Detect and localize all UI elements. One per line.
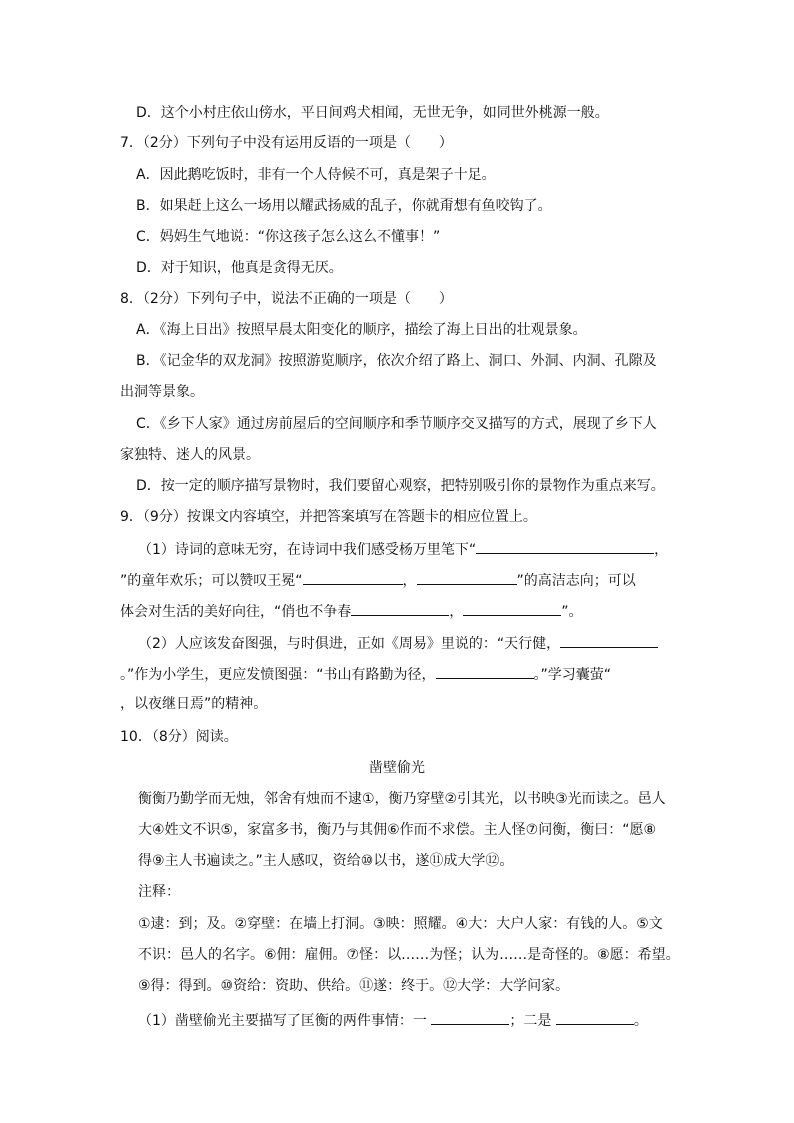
q9-part2-line1: （2）人应该发奋图强，与时俱进，正如《周易》里说的：“天行健， [138,632,658,654]
passage-line: 衡衡乃勤学而无烛，邻舍有烛而不逮①，衡乃穿壁②引其光，以书映③光而读之。邑人 [138,791,666,807]
q7-option-b: B．如果赶上这么一场用以耀武扬威的乱子，你就甭想有鱼咬钩了。 [136,198,552,214]
passage-title: 凿壁偷光 [369,760,425,776]
q9-part1-line3: 体会对生活的美好向往，“俏也不争春 ， ”。 [120,600,583,622]
answer-blank[interactable] [303,569,403,585]
answer-blank[interactable] [417,569,517,585]
q8-option-b-line1: B．《记金华的双龙洞》按照游览顺序，依次介绍了路上、洞口、外洞、内洞、孔隙及 [136,353,657,369]
q10-stem: 10．（8分）阅读。 [120,729,238,745]
passage-line: 大④姓文不识⑤，家富多书，衡乃与其佣⑥作而不求偿。主人怪⑦问衡，衡曰：“愿⑧ [138,822,657,838]
q9-part1-line1: （1）诗词的意味无穷，在诗词中我们感受杨万里笔下“ ， [138,538,668,560]
q6-option-d: D．这个小村庄依山傍水，平日间鸡犬相闻，无世无争，如同世外桃源一般。 [136,105,609,121]
answer-blank[interactable] [556,1009,634,1025]
note-line: ⑨得：得到。⑩资给：资助、供给。⑪遂：终于。⑫大学：大学问家。 [138,978,570,994]
q9-part1-line2: ”的童年欢乐；可以赞叹王冕“ ， ”的高洁志向；可以 [120,569,636,591]
q7-option-c: C．妈妈生气地说：“你这孩子怎么这么不懂事！” [136,229,441,245]
q10-subquestion-1: （1）凿壁偷光主要描写了匡衡的两件事情：一 ；二是 。 [138,1009,648,1031]
q9-part2-line3: ，以夜继日焉”的精神。 [120,696,268,712]
q9-stem: 9．（9分）按课文内容填空，并把答案填写在答题卡的相应位置上。 [120,509,537,525]
q7-option-a: A．因此鹅吃饭时，非有一个人侍候不可，真是架子十足。 [136,167,496,183]
answer-blank[interactable] [436,663,534,679]
answer-blank[interactable] [560,632,658,648]
notes-label: 注释： [138,884,180,900]
answer-blank[interactable] [463,600,561,616]
q7-option-d: D．对于知识，他真是贪得无厌。 [136,260,343,276]
q8-option-a: A．《海上日出》按照早晨太阳变化的顺序，描绘了海上日出的壮观景象。 [136,322,587,338]
q9-part2-line2: 。”作为小学生，更应发愤图强：“书山有路勤为径， 。”学习囊萤“ [120,663,611,685]
answer-blank[interactable] [431,1009,509,1025]
note-line: ①逮：到；及。②穿壁：在墙上打洞。③映：照耀。④大：大户人家：有钱的人。⑤文 [138,916,663,932]
q8-option-c-line1: C．《乡下人家》通过房前屋后的空间顺序和季节顺序交叉描写的方式，展现了乡下人 [136,416,657,432]
q7-stem: 7．（2分）下列句子中没有运用反语的一项是（ ） [120,135,453,151]
q8-option-b-line2: 出洞等景象。 [120,384,204,400]
q8-option-c-line2: 家独特、迷人的风景。 [120,447,260,463]
q8-stem: 8．（2分）下列句子中，说法不正确的一项是（ ） [120,291,453,307]
q8-option-d: D．按一定的顺序描写景物时，我们要留心观察，把特别吸引你的景物作为重点来写。 [136,478,665,494]
passage-line: 得⑨主人书遍读之。”主人感叹，资给⑩以书，遂⑪成大学⑫。 [138,853,514,869]
note-line: 不识：邑人的名字。⑥佣：雇佣。⑦怪：以……为怪；认为……是奇怪的。⑧愿：希望。 [138,947,680,963]
answer-blank[interactable] [351,600,449,616]
answer-blank[interactable] [476,538,654,554]
